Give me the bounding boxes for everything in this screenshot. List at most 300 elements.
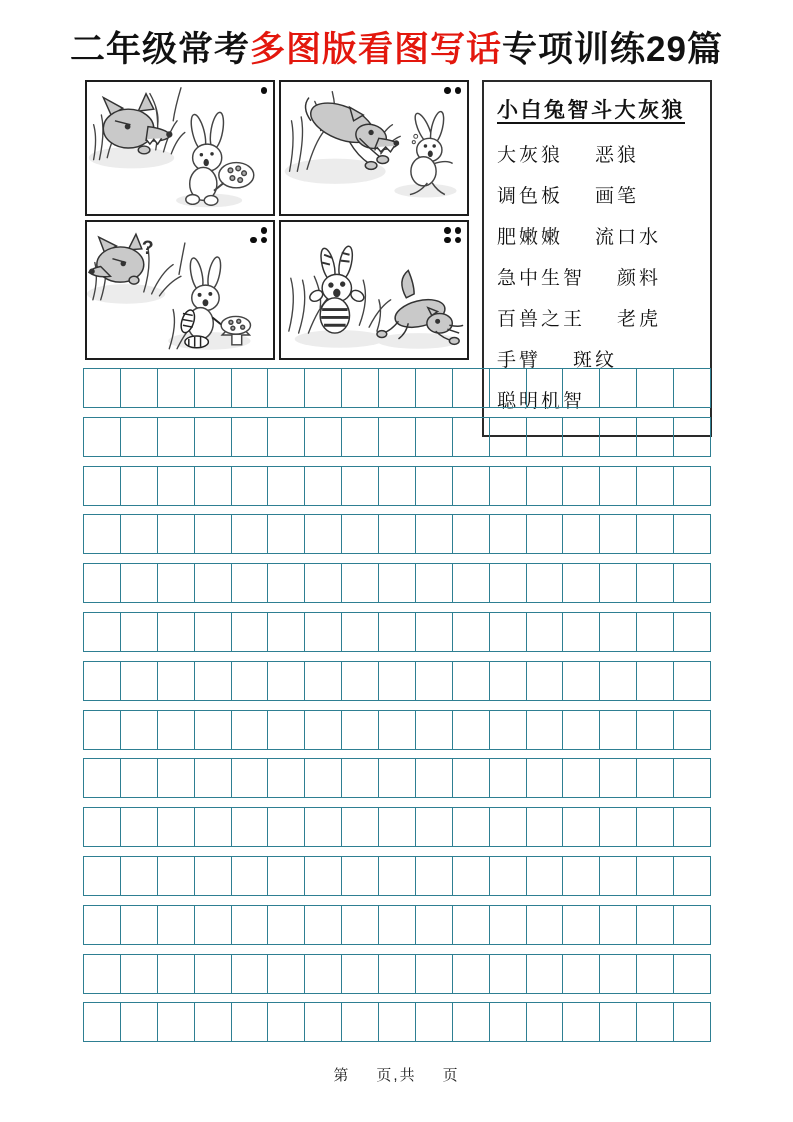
writing-grid-cell xyxy=(416,906,453,944)
writing-grid-cell xyxy=(527,467,564,505)
writing-grid-cell xyxy=(600,418,637,456)
writing-grid-cell xyxy=(563,564,600,602)
vocab-line xyxy=(497,140,698,167)
writing-grid-cell xyxy=(268,369,305,407)
writing-grid-cell xyxy=(305,369,342,407)
vocab-line xyxy=(497,263,698,290)
writing-grid-cell xyxy=(268,808,305,846)
comic-panel-3 xyxy=(85,220,275,360)
writing-grid-cell xyxy=(84,906,121,944)
panel-order-dot xyxy=(455,87,462,94)
writing-grid-cell xyxy=(600,759,637,797)
writing-grid-cell xyxy=(637,711,674,749)
writing-grid-cell xyxy=(453,662,490,700)
writing-grid-cell xyxy=(342,467,379,505)
writing-grid-cell xyxy=(379,515,416,553)
writing-grid-cell xyxy=(674,955,710,993)
writing-grid-cell xyxy=(158,613,195,651)
writing-grid-cell xyxy=(453,515,490,553)
writing-grid-cell xyxy=(416,857,453,895)
writing-grid-cell xyxy=(379,369,416,407)
writing-grid-cell xyxy=(84,418,121,456)
writing-grid-cell xyxy=(195,369,232,407)
writing-grid-cell xyxy=(379,467,416,505)
writing-grid-cell xyxy=(195,418,232,456)
writing-grid-cell xyxy=(84,711,121,749)
footer-part: 页 xyxy=(442,1067,460,1084)
writing-grid-cell xyxy=(674,369,710,407)
writing-grid-cell xyxy=(453,613,490,651)
writing-grid-cell xyxy=(232,418,269,456)
writing-grid-cell xyxy=(158,906,195,944)
writing-grid-cell xyxy=(527,906,564,944)
writing-grid xyxy=(83,368,711,1042)
writing-grid-cell xyxy=(600,369,637,407)
writing-grid-cell xyxy=(342,369,379,407)
writing-grid-cell xyxy=(600,467,637,505)
panel-order-dots xyxy=(250,227,267,243)
writing-grid-cell xyxy=(527,515,564,553)
writing-grid-cell xyxy=(342,515,379,553)
writing-grid-cell xyxy=(195,1003,232,1041)
writing-grid-cell xyxy=(453,906,490,944)
writing-grid-cell xyxy=(232,955,269,993)
writing-grid-cell xyxy=(232,662,269,700)
writing-grid-cell xyxy=(416,1003,453,1041)
writing-grid-cell xyxy=(563,1003,600,1041)
comic-panel-2 xyxy=(279,80,469,216)
writing-grid-cell xyxy=(268,955,305,993)
writing-grid-cell xyxy=(342,759,379,797)
writing-grid-cell xyxy=(195,906,232,944)
writing-grid-cell xyxy=(674,613,710,651)
writing-grid-cell xyxy=(674,418,710,456)
panel-order-dot xyxy=(444,237,451,244)
writing-grid-cell xyxy=(563,759,600,797)
writing-grid-cell xyxy=(232,467,269,505)
writing-grid-cell xyxy=(232,369,269,407)
writing-grid-cell xyxy=(600,711,637,749)
writing-grid-row xyxy=(83,514,711,554)
writing-grid-cell xyxy=(121,564,158,602)
writing-grid-cell xyxy=(232,857,269,895)
writing-grid-cell xyxy=(305,857,342,895)
writing-grid-cell xyxy=(305,515,342,553)
writing-grid-row xyxy=(83,661,711,701)
writing-grid-cell xyxy=(121,955,158,993)
writing-grid-cell xyxy=(490,613,527,651)
writing-grid-cell xyxy=(379,906,416,944)
page-footer xyxy=(0,1064,793,1085)
writing-grid-row xyxy=(83,905,711,945)
comic-panel-4 xyxy=(279,220,469,360)
writing-grid-cell xyxy=(527,711,564,749)
writing-grid-cell xyxy=(268,613,305,651)
tiger-striped-rabbit-wolf-fleeing-illustration xyxy=(281,222,467,358)
writing-grid-cell xyxy=(195,515,232,553)
writing-grid-cell xyxy=(232,711,269,749)
writing-grid-cell xyxy=(674,906,710,944)
panel-order-dot xyxy=(250,237,257,244)
writing-grid-cell xyxy=(379,662,416,700)
writing-grid-cell xyxy=(84,808,121,846)
writing-grid-cell xyxy=(268,857,305,895)
writing-grid-cell xyxy=(158,418,195,456)
writing-grid-cell xyxy=(158,1003,195,1041)
panel-order-dot xyxy=(261,87,268,94)
writing-grid-cell xyxy=(158,711,195,749)
page-title-suffix: 专项训练29篇 xyxy=(502,30,723,69)
comic-panel-1 xyxy=(85,80,275,216)
writing-grid-cell xyxy=(121,613,158,651)
writing-grid-cell xyxy=(563,711,600,749)
vocab-word: 调色板 xyxy=(497,186,564,207)
writing-grid-cell xyxy=(527,808,564,846)
writing-grid-cell xyxy=(637,613,674,651)
writing-grid-cell xyxy=(84,467,121,505)
writing-grid-cell xyxy=(158,759,195,797)
writing-grid-cell xyxy=(268,564,305,602)
writing-grid-row xyxy=(83,758,711,798)
writing-grid-row xyxy=(83,954,711,994)
writing-grid-cell xyxy=(342,662,379,700)
writing-grid-cell xyxy=(379,1003,416,1041)
writing-grid-cell xyxy=(268,418,305,456)
writing-grid-cell xyxy=(268,906,305,944)
vocabulary-title: 小白兔智斗大灰狼 xyxy=(497,98,685,122)
panel-order-dots xyxy=(444,227,461,243)
writing-grid-cell xyxy=(305,613,342,651)
writing-grid-cell xyxy=(232,1003,269,1041)
writing-grid-cell xyxy=(84,662,121,700)
writing-grid-cell xyxy=(674,515,710,553)
writing-grid-cell xyxy=(416,662,453,700)
writing-grid-cell xyxy=(453,418,490,456)
writing-grid-cell xyxy=(268,759,305,797)
writing-grid-cell xyxy=(268,1003,305,1041)
writing-grid-cell xyxy=(342,711,379,749)
vocab-word: 手臂 xyxy=(497,350,542,371)
writing-grid-cell xyxy=(195,662,232,700)
writing-grid-cell xyxy=(490,564,527,602)
writing-grid-cell xyxy=(158,467,195,505)
writing-grid-cell xyxy=(527,418,564,456)
writing-grid-cell xyxy=(342,906,379,944)
writing-grid-cell xyxy=(453,467,490,505)
writing-grid-row xyxy=(83,368,711,408)
writing-grid-cell xyxy=(195,955,232,993)
writing-grid-cell xyxy=(379,808,416,846)
page-title-prefix: 二年级常考 xyxy=(70,30,251,69)
writing-grid-cell xyxy=(637,759,674,797)
footer-part: 第 xyxy=(333,1067,351,1084)
writing-grid-cell xyxy=(379,759,416,797)
vocab-word: 大灰狼 xyxy=(497,145,564,166)
panel-order-dots xyxy=(444,87,461,94)
question-mark-glyph: ? xyxy=(141,236,154,259)
writing-grid-cell xyxy=(121,808,158,846)
writing-grid-cell xyxy=(563,613,600,651)
writing-grid-cell xyxy=(527,613,564,651)
writing-grid-cell xyxy=(305,955,342,993)
writing-grid-cell xyxy=(637,418,674,456)
page-title xyxy=(0,22,793,72)
vocab-line xyxy=(497,222,698,249)
writing-grid-cell xyxy=(305,418,342,456)
writing-grid-cell xyxy=(232,515,269,553)
vocab-word: 恶狼 xyxy=(595,145,640,166)
writing-grid-cell xyxy=(84,857,121,895)
vocab-word: 百兽之王 xyxy=(497,309,586,330)
writing-grid-cell xyxy=(84,564,121,602)
writing-grid-cell xyxy=(195,857,232,895)
writing-grid-cell xyxy=(268,662,305,700)
writing-grid-cell xyxy=(600,906,637,944)
writing-grid-cell xyxy=(527,955,564,993)
writing-grid-cell xyxy=(527,564,564,602)
writing-grid-cell xyxy=(121,759,158,797)
writing-grid-cell xyxy=(563,662,600,700)
writing-grid-cell xyxy=(416,515,453,553)
writing-grid-cell xyxy=(674,711,710,749)
writing-grid-cell xyxy=(600,564,637,602)
writing-grid-cell xyxy=(268,515,305,553)
panel-order-dot xyxy=(455,227,462,234)
writing-grid-cell xyxy=(232,759,269,797)
writing-grid-cell xyxy=(342,808,379,846)
writing-grid-cell xyxy=(600,955,637,993)
writing-grid-cell xyxy=(490,662,527,700)
panel-order-dot xyxy=(444,87,451,94)
writing-grid-cell xyxy=(84,613,121,651)
vocab-word: 老虎 xyxy=(617,309,662,330)
writing-grid-cell xyxy=(232,906,269,944)
writing-grid-cell xyxy=(674,759,710,797)
writing-grid-cell xyxy=(379,857,416,895)
writing-grid-row xyxy=(83,612,711,652)
vocab-word: 画笔 xyxy=(595,186,640,207)
writing-grid-cell xyxy=(305,808,342,846)
writing-grid-cell xyxy=(342,1003,379,1041)
writing-grid-cell xyxy=(195,564,232,602)
wolf-hiding-watching-rabbit-illustration xyxy=(87,82,273,214)
writing-grid-cell xyxy=(600,808,637,846)
writing-grid-row xyxy=(83,807,711,847)
writing-grid-cell xyxy=(84,515,121,553)
panel-order-dot xyxy=(261,227,268,234)
writing-grid-cell xyxy=(232,564,269,602)
writing-grid-cell xyxy=(342,418,379,456)
writing-grid-cell xyxy=(563,955,600,993)
writing-grid-cell xyxy=(490,711,527,749)
writing-grid-cell xyxy=(379,955,416,993)
writing-grid-cell xyxy=(637,955,674,993)
writing-grid-cell xyxy=(637,1003,674,1041)
writing-grid-cell xyxy=(637,369,674,407)
writing-grid-cell xyxy=(121,418,158,456)
panel-order-dot xyxy=(261,237,268,244)
writing-grid-cell xyxy=(305,1003,342,1041)
writing-grid-cell xyxy=(158,955,195,993)
writing-grid-cell xyxy=(674,662,710,700)
writing-grid-cell xyxy=(158,564,195,602)
writing-grid-cell xyxy=(121,369,158,407)
writing-grid-cell xyxy=(195,613,232,651)
writing-grid-cell xyxy=(305,759,342,797)
writing-grid-row xyxy=(83,466,711,506)
vocab-word: 流口水 xyxy=(595,227,662,248)
writing-grid-cell xyxy=(674,808,710,846)
writing-grid-cell xyxy=(563,369,600,407)
vocab-word: 颜料 xyxy=(617,268,662,289)
vocab-line xyxy=(497,304,698,331)
writing-grid-cell xyxy=(453,711,490,749)
writing-grid-cell xyxy=(563,515,600,553)
writing-grid-cell xyxy=(342,564,379,602)
writing-grid-cell xyxy=(527,1003,564,1041)
writing-grid-cell xyxy=(674,467,710,505)
writing-grid-cell xyxy=(527,369,564,407)
writing-grid-cell xyxy=(453,564,490,602)
writing-grid-cell xyxy=(379,564,416,602)
panel-order-dots xyxy=(261,87,268,94)
writing-grid-cell xyxy=(490,467,527,505)
writing-grid-cell xyxy=(305,906,342,944)
writing-grid-cell xyxy=(121,1003,158,1041)
writing-grid-cell xyxy=(416,759,453,797)
writing-grid-cell xyxy=(84,759,121,797)
writing-grid-cell xyxy=(379,418,416,456)
writing-grid-cell xyxy=(158,369,195,407)
writing-grid-cell xyxy=(416,711,453,749)
writing-grid-row xyxy=(83,563,711,603)
writing-grid-cell xyxy=(416,955,453,993)
writing-grid-cell xyxy=(600,1003,637,1041)
writing-grid-cell xyxy=(158,662,195,700)
writing-grid-cell xyxy=(490,759,527,797)
writing-grid-cell xyxy=(563,467,600,505)
writing-grid-cell xyxy=(527,759,564,797)
writing-grid-cell xyxy=(637,564,674,602)
writing-grid-cell xyxy=(490,369,527,407)
writing-grid-cell xyxy=(453,369,490,407)
writing-grid-cell xyxy=(674,1003,710,1041)
writing-grid-cell xyxy=(490,808,527,846)
writing-grid-cell xyxy=(416,467,453,505)
writing-grid-cell xyxy=(158,515,195,553)
writing-grid-cell xyxy=(600,662,637,700)
writing-grid-cell xyxy=(527,857,564,895)
writing-grid-cell xyxy=(121,906,158,944)
writing-grid-cell xyxy=(268,711,305,749)
writing-grid-cell xyxy=(84,955,121,993)
writing-grid-cell xyxy=(342,857,379,895)
writing-grid-cell xyxy=(121,662,158,700)
writing-grid-row xyxy=(83,417,711,457)
writing-grid-cell xyxy=(232,808,269,846)
writing-grid-cell xyxy=(453,857,490,895)
writing-grid-cell xyxy=(490,1003,527,1041)
writing-grid-cell xyxy=(121,515,158,553)
panel-order-dot xyxy=(455,237,462,244)
writing-grid-cell xyxy=(342,613,379,651)
writing-grid-cell xyxy=(158,857,195,895)
writing-grid-cell xyxy=(490,857,527,895)
writing-grid-cell xyxy=(121,857,158,895)
writing-grid-cell xyxy=(637,467,674,505)
writing-grid-cell xyxy=(563,418,600,456)
vocab-word: 聪明机智 xyxy=(497,391,586,412)
writing-grid-cell xyxy=(453,1003,490,1041)
writing-grid-cell xyxy=(121,467,158,505)
writing-grid-cell xyxy=(305,467,342,505)
writing-grid-cell xyxy=(674,564,710,602)
writing-grid-cell xyxy=(563,808,600,846)
writing-grid-cell xyxy=(416,808,453,846)
writing-grid-cell xyxy=(84,369,121,407)
writing-grid-cell xyxy=(195,808,232,846)
writing-grid-cell xyxy=(84,1003,121,1041)
writing-grid-cell xyxy=(637,515,674,553)
vocab-word: 斑纹 xyxy=(573,350,618,371)
writing-grid-row xyxy=(83,1002,711,1042)
writing-grid-cell xyxy=(490,515,527,553)
footer-part: 页,共 xyxy=(376,1067,417,1084)
puzzled-wolf-rabbit-painting-stripes-illustration xyxy=(87,222,273,358)
writing-grid-cell xyxy=(416,564,453,602)
writing-grid-cell xyxy=(600,613,637,651)
writing-grid-cell xyxy=(416,369,453,407)
writing-grid-cell xyxy=(342,955,379,993)
page-title-highlight: 多图版看图写话 xyxy=(250,30,503,69)
writing-grid-cell xyxy=(453,955,490,993)
writing-grid-cell xyxy=(637,857,674,895)
writing-grid-row xyxy=(83,856,711,896)
writing-grid-cell xyxy=(305,711,342,749)
writing-grid-cell xyxy=(305,564,342,602)
writing-grid-cell xyxy=(637,808,674,846)
writing-grid-cell xyxy=(563,857,600,895)
writing-grid-cell xyxy=(416,613,453,651)
writing-grid-cell xyxy=(674,857,710,895)
panel-order-dot xyxy=(444,227,451,234)
writing-grid-row xyxy=(83,710,711,750)
writing-grid-cell xyxy=(600,515,637,553)
writing-grid-cell xyxy=(268,467,305,505)
writing-grid-cell xyxy=(490,955,527,993)
writing-grid-cell xyxy=(453,808,490,846)
writing-grid-cell xyxy=(379,711,416,749)
writing-grid-cell xyxy=(195,467,232,505)
writing-grid-cell xyxy=(232,613,269,651)
vocab-word: 急中生智 xyxy=(497,268,586,289)
writing-grid-cell xyxy=(195,759,232,797)
vocab-line xyxy=(497,181,698,208)
writing-grid-cell xyxy=(637,662,674,700)
writing-grid-cell xyxy=(490,418,527,456)
writing-grid-cell xyxy=(453,759,490,797)
writing-grid-cell xyxy=(158,808,195,846)
writing-grid-cell xyxy=(527,662,564,700)
writing-grid-cell xyxy=(637,906,674,944)
writing-grid-cell xyxy=(416,418,453,456)
writing-grid-cell xyxy=(121,711,158,749)
writing-grid-cell xyxy=(563,906,600,944)
writing-grid-cell xyxy=(490,906,527,944)
writing-grid-cell xyxy=(600,857,637,895)
writing-grid-cell xyxy=(379,613,416,651)
wolf-pouncing-rabbit-fleeing-illustration xyxy=(281,82,467,214)
